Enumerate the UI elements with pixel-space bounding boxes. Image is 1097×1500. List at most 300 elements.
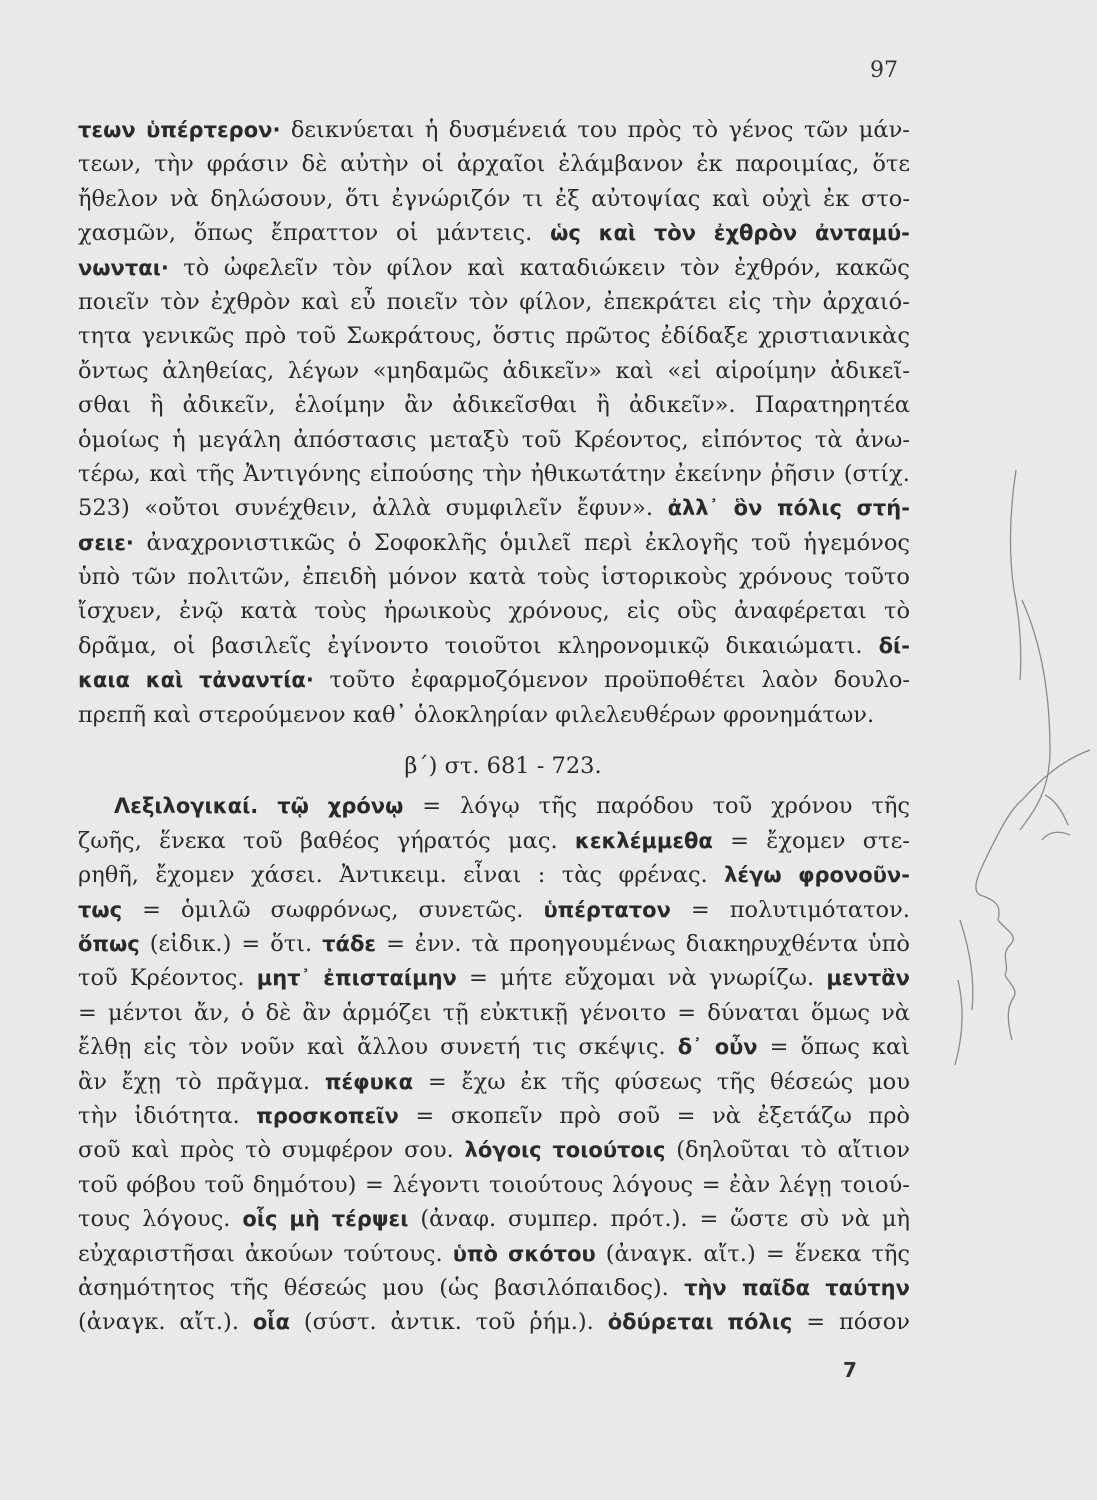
word: τὰ — [471, 930, 500, 957]
word: αἴτ.). — [179, 1309, 239, 1336]
word: Κρέοντος. — [129, 965, 245, 992]
word: καθ᾽ — [352, 701, 407, 728]
word: πρὸς — [627, 117, 682, 143]
text-line — [78, 996, 910, 1030]
subheading-text: β΄) στ. 681 - 723. — [404, 753, 602, 780]
word: ἀκούων — [244, 1240, 334, 1267]
word: δύναται — [707, 999, 800, 1026]
word: σὺ — [800, 1206, 830, 1233]
commentary-paragraph — [78, 113, 910, 732]
word: τοὺς — [314, 598, 367, 625]
word: τι — [522, 185, 544, 212]
text-line — [78, 1168, 910, 1202]
word: ἢ — [596, 392, 610, 419]
word: = — [769, 1034, 789, 1061]
word: συνετῶς. — [418, 896, 524, 923]
bold-word: μητ᾽ — [256, 966, 312, 991]
word: θέσεώς — [770, 1068, 854, 1095]
bold-word: παῖδα — [741, 1275, 811, 1300]
text-line — [78, 1065, 910, 1099]
word: γήρατός — [396, 827, 491, 854]
word: συνέχθειν, — [234, 495, 358, 522]
word: πόσον — [839, 1309, 910, 1336]
text-line — [78, 1305, 910, 1339]
word: δικαιώματι. — [725, 632, 863, 659]
word: τοῦ — [751, 529, 791, 556]
word: μόνον — [388, 564, 458, 591]
word: μέντοι — [107, 999, 183, 1026]
bold-word: κεκλέμμεθα — [574, 828, 713, 853]
word: τῶν — [803, 117, 849, 143]
word: θέσεώς — [283, 1274, 367, 1301]
word: Παρατηρητέα — [754, 392, 910, 419]
word: νὰ — [667, 965, 697, 992]
word: ἰδιότητα. — [134, 1102, 240, 1129]
word: πρὸ — [868, 1102, 910, 1129]
text-line — [78, 858, 910, 892]
word: ἐχθρόν, — [734, 254, 822, 281]
text-line — [78, 1099, 910, 1133]
bold-word: πόλις — [727, 1310, 793, 1335]
word: ἀντικ. — [390, 1309, 462, 1336]
word: = — [730, 827, 750, 854]
word: ἔφυν». — [576, 495, 653, 522]
word: διακηρυχθέντα — [685, 930, 858, 957]
word: = — [469, 965, 488, 992]
bold-word: τεων — [78, 118, 136, 142]
word: ρηθῆ, — [78, 862, 139, 889]
word: (στίχ. — [843, 460, 910, 487]
word: αὐτὴν — [340, 151, 409, 178]
word: του — [577, 117, 618, 143]
word: γνωρίζω. — [708, 965, 815, 992]
bold-word: ὡς — [550, 221, 581, 246]
word: τητα — [78, 323, 132, 350]
word: ὅτι. — [270, 930, 313, 957]
word: στερούμενον — [198, 701, 346, 728]
word: ἡρωικοὺς — [383, 598, 492, 625]
word: ἐφαρμοζόμενον — [410, 667, 589, 694]
text-line — [78, 893, 910, 927]
word: χάσει. — [250, 862, 323, 889]
word: τοῦτο — [844, 564, 910, 591]
bold-word: καια — [78, 668, 130, 693]
word: : — [537, 862, 546, 889]
word: δεικνύεται — [290, 117, 415, 143]
word: νὰ — [881, 999, 910, 1026]
bold-word: οἷς — [242, 1207, 278, 1232]
word: = — [701, 1171, 721, 1198]
word: ἐπεκράτει — [603, 288, 718, 315]
word: λέγων — [287, 357, 360, 384]
bold-word: στή- — [856, 496, 910, 521]
word: στο- — [860, 185, 910, 212]
word: ὁμοίως — [78, 426, 160, 453]
word: τὸν — [188, 1034, 229, 1061]
word: δὲ — [265, 999, 292, 1026]
word: ὁ — [240, 999, 255, 1026]
word: χασμῶν, — [78, 220, 176, 247]
bold-word: λόγοις — [464, 1138, 542, 1163]
word: δρᾶμα, — [78, 632, 157, 659]
word: σου. — [404, 1137, 454, 1164]
vocabulary-paragraph — [78, 789, 910, 1339]
word: Σοφοκλῆς — [373, 529, 488, 556]
bold-word: ταύτην — [825, 1275, 910, 1300]
word: βασιλόπαιδος). — [494, 1274, 669, 1301]
word: ὑπὸ — [78, 564, 121, 591]
text-line — [78, 423, 910, 457]
word: εἰπούσης — [369, 460, 474, 487]
text-line — [78, 526, 910, 560]
word: τῆς — [561, 1068, 600, 1095]
word: ἄν, — [193, 999, 230, 1026]
word: τοῦ — [475, 1309, 516, 1336]
bold-word: τὸν — [653, 221, 696, 246]
text-line — [78, 1237, 910, 1271]
word: πρῶτος — [565, 323, 651, 350]
bold-word: ἐχθρὸν — [713, 221, 798, 246]
word: ὅτι — [345, 185, 380, 212]
word: οἱ — [421, 151, 444, 178]
word: στε- — [862, 827, 910, 854]
word: τῇ — [442, 999, 469, 1026]
word: ποιεῖν — [386, 288, 458, 315]
word: εἶναι — [463, 862, 522, 889]
word: ἀναχρονιστικῶς — [146, 529, 336, 556]
bold-word: τἀναντία· — [198, 668, 314, 693]
bold-word: καὶ — [598, 221, 637, 246]
text-block — [78, 113, 910, 1340]
word: ἐκείνην — [674, 460, 762, 487]
word: οὓς — [677, 598, 717, 625]
bold-word: τως — [78, 897, 123, 922]
word: τοῦ — [78, 1171, 118, 1198]
text-line — [78, 698, 910, 732]
word: καὶ — [615, 357, 654, 384]
word: ἐχθρὸν — [210, 288, 291, 315]
word: καὶ — [712, 185, 751, 212]
word: τῆς — [538, 793, 578, 820]
word: Ἀντιγόνης — [243, 460, 362, 487]
word: ἀναφέρεται — [734, 598, 867, 625]
word: τοιοῦτοι — [444, 632, 542, 659]
word: Ἀντικειμ. — [339, 862, 447, 889]
word: ἔλθῃ — [78, 1034, 132, 1061]
word: ὁμιλεῖ — [499, 529, 572, 556]
bold-word: τὴν — [684, 1275, 727, 1300]
word: συμπερ. — [508, 1206, 599, 1233]
word: εἰς — [728, 288, 762, 315]
word: πρότ.). — [610, 1206, 688, 1233]
word: μάν- — [858, 117, 910, 143]
word: ἡ — [424, 117, 439, 143]
word: (δηλοῦται — [676, 1137, 790, 1164]
word: (εἰδικ.) — [149, 930, 232, 957]
word: γένοιτο — [578, 999, 667, 1026]
word: τοῦ — [204, 1171, 245, 1198]
word: τὰ — [814, 426, 843, 453]
word: = — [806, 1309, 826, 1336]
word: εὖ — [350, 288, 376, 315]
word: πρὸ — [559, 1102, 601, 1129]
text-line — [78, 182, 910, 216]
bold-word: ὑπὸ — [452, 1241, 498, 1266]
word: νὰ — [841, 1206, 870, 1233]
word: (ἀναφ. — [420, 1206, 497, 1233]
word: συνετή — [440, 1034, 521, 1061]
text-line — [78, 594, 910, 628]
word: «εἰ — [667, 357, 702, 384]
word: καὶ — [301, 288, 340, 315]
word: μήτε — [500, 965, 553, 992]
word: = — [415, 1102, 435, 1129]
word: τοῦ — [521, 426, 562, 453]
word: βαθέος — [299, 827, 380, 854]
word: εἰς — [143, 1034, 177, 1061]
word: τὸ — [692, 117, 719, 143]
bold-word: ὃν — [733, 496, 763, 521]
text-line — [78, 961, 910, 995]
bold-word: νωνται· — [78, 255, 169, 280]
word: ἀδικεῖν». — [628, 392, 736, 419]
word: σοῦ — [617, 1102, 661, 1129]
word: = — [78, 999, 97, 1026]
word: πολιτῶν, — [187, 564, 291, 591]
word: ἀδικεῖν» — [502, 357, 603, 384]
word: προϋποθέτει — [603, 667, 746, 694]
word: ζωῆς, — [78, 827, 142, 854]
word: = — [365, 1171, 384, 1198]
word: δυσμένειά — [448, 117, 567, 143]
bold-word: λέγω — [724, 863, 782, 888]
text-line — [78, 663, 910, 697]
word: εὐχαριστῆσαι — [78, 1240, 235, 1267]
word: τὸ — [884, 598, 910, 625]
word: τὸν — [468, 288, 509, 315]
word: (ἀναγκ. — [78, 1309, 166, 1336]
word: βασιλεῖς — [211, 632, 312, 659]
word: ῥῆσιν — [770, 460, 836, 487]
word: τὰς — [561, 862, 603, 889]
text-line — [78, 789, 910, 823]
word: τὴν — [154, 151, 194, 178]
bold-word: Λεξιλογικαί. — [114, 794, 259, 819]
word: ὥστε — [730, 1206, 789, 1233]
bold-word: οὖν — [714, 1035, 758, 1060]
word: ἂν — [302, 999, 332, 1026]
word: τὸν — [680, 254, 720, 281]
word: ἔχομεν — [766, 827, 846, 854]
word: αὐτοψίας — [591, 185, 701, 212]
word: τὸ — [175, 1068, 202, 1095]
word: ἐνν. — [414, 930, 462, 957]
word: ὅτε — [872, 151, 910, 178]
bold-word: τοιούτοις — [552, 1138, 666, 1163]
word: κακῶς — [835, 254, 910, 281]
word: οὐχὶ — [761, 185, 812, 212]
word: ἐνῷ — [179, 598, 224, 625]
word: ὠφελεῖν — [223, 254, 319, 281]
page-number: 97 — [870, 58, 898, 83]
word: καὶ — [306, 1034, 346, 1061]
text-line — [78, 457, 910, 491]
word: ἀδικεῖσθαι — [452, 392, 578, 419]
word: ἴσχυεν, — [78, 598, 162, 625]
word: σκέψις. — [578, 1034, 666, 1061]
bold-word: πέφυκα — [324, 1069, 414, 1094]
word: = — [677, 999, 697, 1026]
word: τέρω, — [78, 460, 141, 487]
word: ἱστορικοὺς — [601, 564, 728, 591]
section-subheading — [78, 749, 910, 783]
bold-word: πόλις — [776, 496, 842, 521]
word: ὅστις — [492, 323, 556, 350]
word: πρὸ — [244, 323, 287, 350]
word: πρᾶγμα. — [216, 1068, 311, 1095]
word: κληρονομικῷ — [557, 632, 710, 659]
word: ῥήμ.). — [529, 1309, 594, 1336]
word: ὁμιλῶ — [180, 896, 251, 923]
bold-word: δ᾽ — [677, 1035, 703, 1060]
bold-word: χρόνῳ — [327, 794, 404, 819]
text-line — [78, 216, 910, 250]
word: εὐκτικῇ — [479, 999, 568, 1026]
word: ἠθικωτάτην — [530, 460, 666, 487]
word: ἐκ — [696, 151, 723, 178]
word: παρόδου — [596, 793, 694, 820]
word: εἰς — [626, 598, 660, 625]
word: ἐκ — [520, 1068, 547, 1095]
word: μου — [382, 1274, 424, 1301]
word: ἐδίδαξε — [660, 323, 748, 350]
word: κατὰ — [240, 598, 298, 625]
word: ἐκλογῆς — [645, 529, 739, 556]
word: ὑπὸ — [867, 930, 910, 957]
text-line — [78, 354, 910, 388]
word: χρόνου — [771, 793, 853, 820]
bold-word: ἀνταμύ- — [814, 221, 910, 246]
word: ἀδικεῖ- — [830, 357, 910, 384]
word: φύσεως — [614, 1068, 703, 1095]
word: μας. — [508, 827, 558, 854]
word: μὴ — [881, 1206, 910, 1233]
bold-word: ἀλλ᾽ — [667, 496, 720, 521]
word: ὅπως — [193, 220, 254, 247]
word: τῆς — [229, 1274, 269, 1301]
bold-word: τάδε — [322, 931, 377, 956]
bold-word: τέρψει — [331, 1207, 409, 1232]
word: ἡγεμόνος — [803, 529, 910, 556]
bold-word: φρονοῦν- — [798, 863, 910, 888]
word: «μηδαμῶς — [372, 357, 489, 384]
bold-word: καὶ — [145, 668, 184, 693]
word: μάντεις. — [436, 220, 533, 247]
word: (ἀναγκ. — [605, 1240, 694, 1267]
bold-word: τῷ — [277, 794, 309, 819]
word: οἱ — [396, 220, 419, 247]
word: παροιμίας, — [735, 151, 860, 178]
word: μεταξὺ — [429, 426, 510, 453]
text-line — [78, 927, 910, 961]
word: = — [427, 1068, 447, 1095]
word: λόγους — [611, 1171, 694, 1198]
word: φιλελευθέρων — [555, 701, 716, 728]
word: καὶ — [871, 1034, 910, 1061]
word: ὅπως — [800, 1034, 860, 1061]
word: αἴτ.) — [703, 1240, 756, 1267]
bold-word: μὴ — [289, 1207, 320, 1232]
word: ἐξ — [555, 185, 580, 212]
word: πρεπῆ — [78, 701, 146, 728]
text-line — [78, 1030, 910, 1064]
word: (ὡς — [439, 1274, 479, 1301]
word: ἂν — [78, 1068, 107, 1095]
word: αἱροίμην — [715, 357, 817, 384]
word: σκοπεῖν — [450, 1102, 543, 1129]
word: φρονημάτων. — [722, 701, 875, 728]
word: ἄλλου — [357, 1034, 429, 1061]
bold-word: προσκοπεῖν — [256, 1103, 399, 1128]
word: ἀρχαῖοι — [456, 151, 546, 178]
word: 523) — [78, 495, 130, 522]
word: συμφιλεῖν — [445, 495, 563, 522]
word: = — [142, 896, 161, 923]
word: ἔχῃ — [121, 1068, 161, 1095]
word: λαὸν — [761, 667, 819, 694]
word: ὁ — [347, 529, 362, 556]
profile-sketch-drawing — [950, 450, 1090, 1070]
word: ἐπειδὴ — [302, 564, 377, 591]
word: σθαι — [78, 392, 131, 419]
word: σοῦ — [78, 1137, 121, 1164]
word: τοιούτους — [489, 1171, 604, 1198]
word: δημότου) — [252, 1171, 357, 1198]
word: = — [422, 793, 442, 820]
word: ἕνεκα — [159, 827, 226, 854]
word: Κρέοντος, — [574, 426, 689, 453]
bold-word: οἷα — [252, 1310, 290, 1335]
word: χριστιανικὰς — [758, 323, 910, 350]
word: φίλον, — [519, 288, 593, 315]
word: καταδιώκειν — [519, 254, 666, 281]
word: τὸ — [183, 254, 210, 281]
bold-word: ὑπέρτερον· — [146, 118, 281, 142]
word: δὲ — [301, 151, 328, 178]
word: ἀρχαιό- — [822, 288, 910, 315]
text-line — [78, 824, 910, 858]
word: τὴν — [482, 460, 522, 487]
word: δηλώσουν, — [210, 185, 334, 212]
word: γένος — [728, 117, 794, 143]
word: τοῦ — [243, 827, 283, 854]
word: καὶ — [149, 460, 188, 487]
word: ἀσημότητος — [78, 1274, 215, 1301]
word: ἔχομεν — [155, 862, 235, 889]
word: τὴν — [772, 288, 812, 315]
word: ἀδικεῖν, — [182, 392, 276, 419]
word: ἀπόστασις — [293, 426, 417, 453]
text-line — [78, 491, 910, 525]
word: νὰ — [712, 1102, 741, 1129]
signature-number: 7 — [843, 1358, 857, 1382]
text-line — [78, 388, 910, 422]
text-line — [78, 560, 910, 594]
word: ἔπραττον — [270, 220, 379, 247]
text-line — [78, 251, 910, 285]
bold-word: ὀδύρεται — [607, 1310, 714, 1335]
word: = — [241, 930, 261, 957]
